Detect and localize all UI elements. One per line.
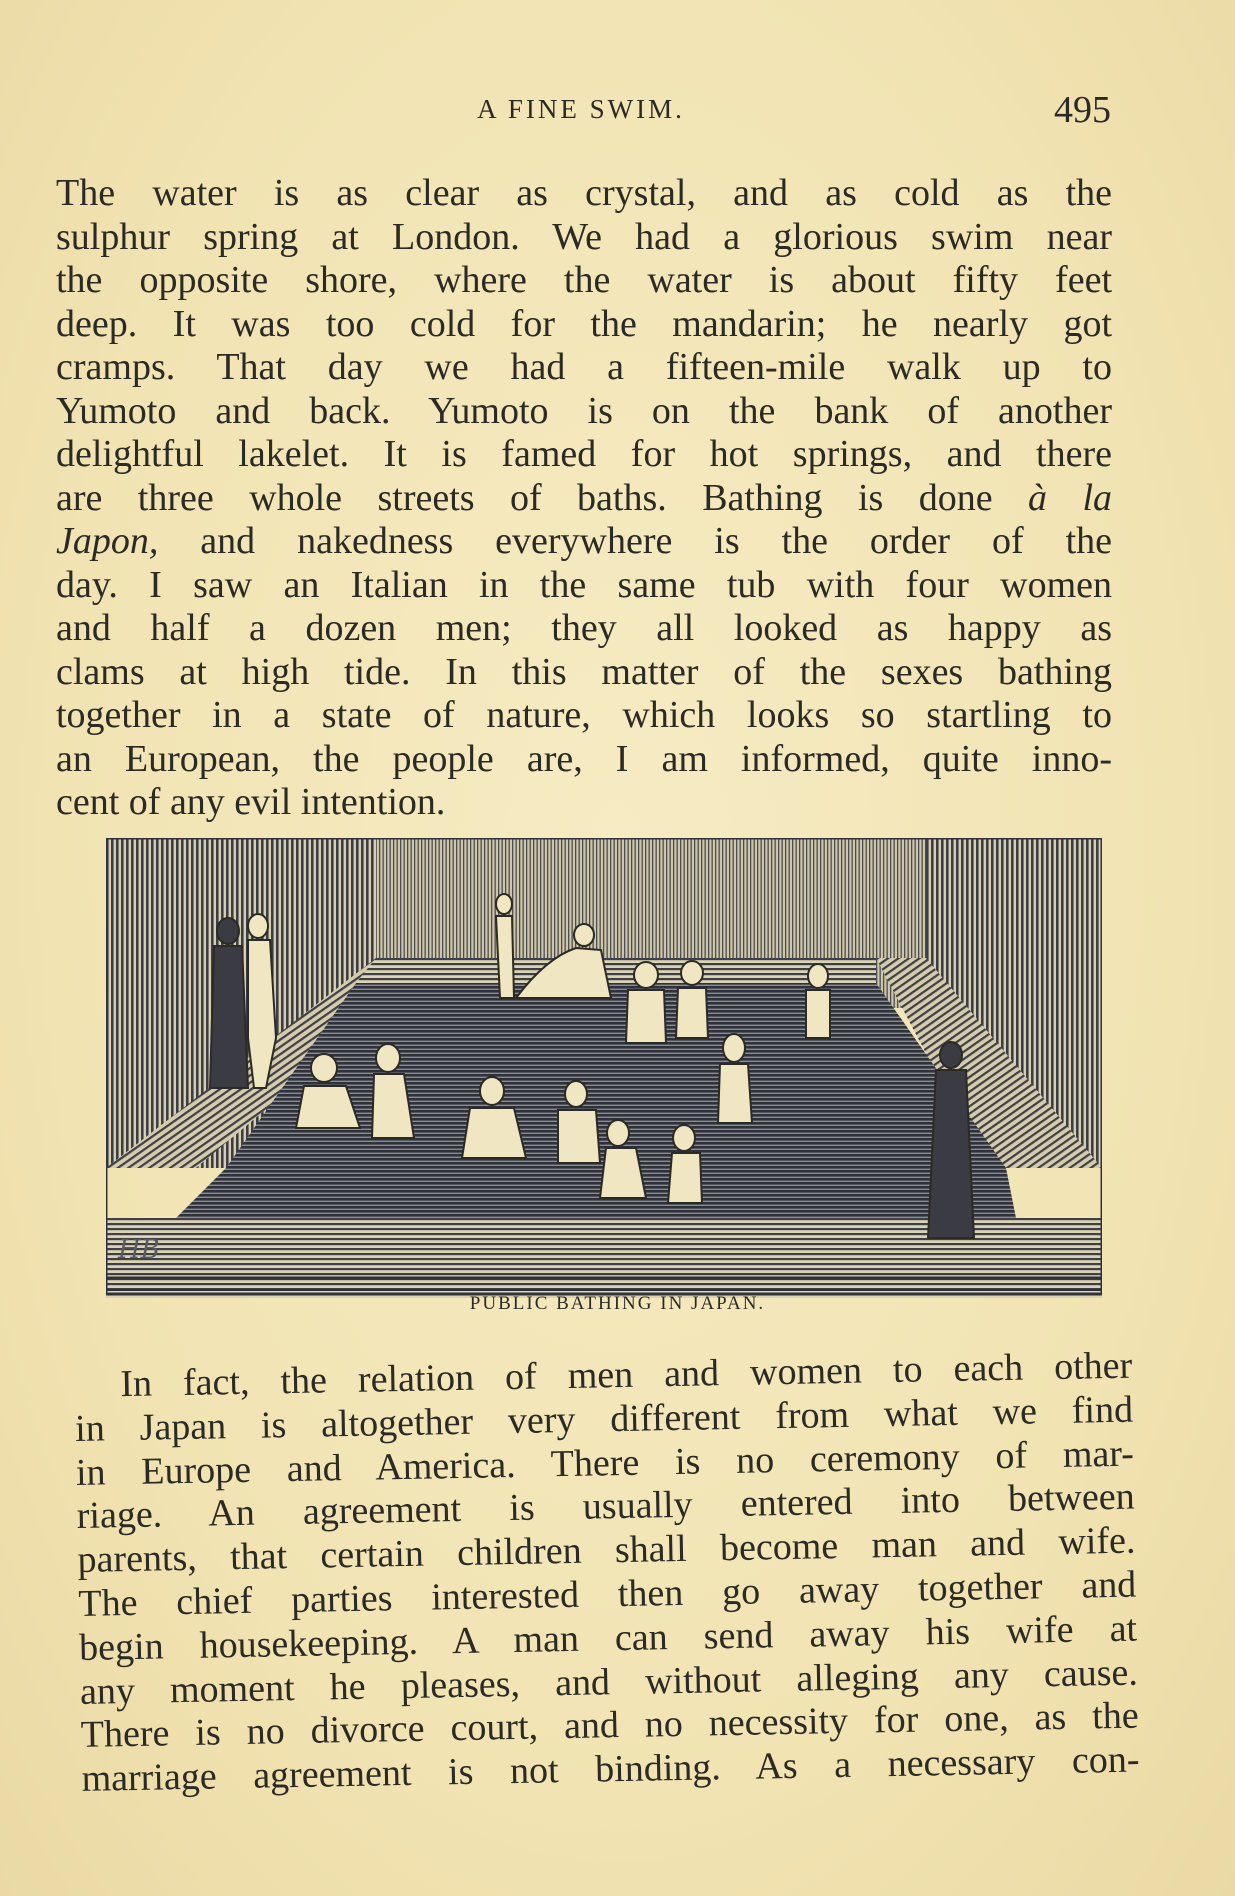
text-line: begin housekeeping. A man can send away his wife at <box>78 1607 1138 1669</box>
text-line: clams at high tide. In this matter of the sexes bathing <box>56 650 1112 693</box>
text-line: sulphur spring at London. We had a glorious swim near <box>56 215 1112 258</box>
bathhouse-engraving <box>106 838 1102 1298</box>
text-line: in Japan is altogether very different from what we find <box>74 1388 1134 1450</box>
text-fragment: and nakedness everywhere is the order of the <box>200 520 1113 562</box>
text-line: marriage agreement is not binding. As a necessary con- <box>81 1738 1140 1801</box>
page-number: 495 <box>1054 89 1111 131</box>
text-line: in Europe and America. There is no ceremony of mar- <box>75 1432 1135 1494</box>
text-line: any moment he pleases, and without alleging any cause. <box>79 1651 1139 1713</box>
paragraph-2 <box>74 1345 1140 1802</box>
page-header <box>56 88 1111 138</box>
running-title: A FINE SWIM. <box>477 94 685 124</box>
text-line-with-italic <box>56 477 1112 521</box>
text-line: There is no divorce court, and no necessity for one, as the <box>80 1694 1140 1757</box>
text-line: deep. It was too cold for the mandarin; he nearly got <box>56 302 1112 345</box>
text-line: cent of any evil intention. <box>56 781 446 823</box>
text-line: the opposite shore, where the water is about fifty feet <box>56 259 1112 301</box>
paragraph-1 <box>56 172 1112 825</box>
text-line: day. I saw an Italian in the same tub with four women <box>56 563 1112 606</box>
italic-phrase: à la <box>1028 476 1113 519</box>
text-fragment: are three whole streets of baths. Bathing is done <box>56 476 993 519</box>
text-line: and half a dozen men; they all looked as happy as <box>56 607 1112 649</box>
text-line: The chief parties interested then go away together and <box>78 1563 1137 1625</box>
text-line: The water is as clear as crystal, and as cold as the <box>56 172 1112 214</box>
engraving-illustration <box>106 838 1102 1298</box>
text-line: an European, the people are, I am informed, quite inno- <box>56 737 1112 780</box>
italic-word: Japon, <box>56 520 159 562</box>
text-line: riage. An agreement is usually entered into between <box>76 1475 1135 1538</box>
text-line-with-italic <box>56 520 1112 564</box>
artist-signature: HB <box>118 1235 160 1265</box>
text-line: delightful lakelet. It is famed for hot springs, and there <box>56 433 1112 475</box>
text-line: In fact, the relation of men and women to each other <box>119 1344 1133 1406</box>
text-line: parents, that certain children shall become man and wife. <box>77 1519 1136 1582</box>
text-line: Yumoto and back. Yumoto is on the bank of another <box>56 389 1112 432</box>
text-line: cramps. That day we had a fifteen-mile walk up to <box>56 346 1112 388</box>
text-line: together in a state of nature, which looks so startling to <box>56 694 1112 736</box>
figure-caption: PUBLIC BATHING IN JAPAN. <box>469 1293 766 1314</box>
